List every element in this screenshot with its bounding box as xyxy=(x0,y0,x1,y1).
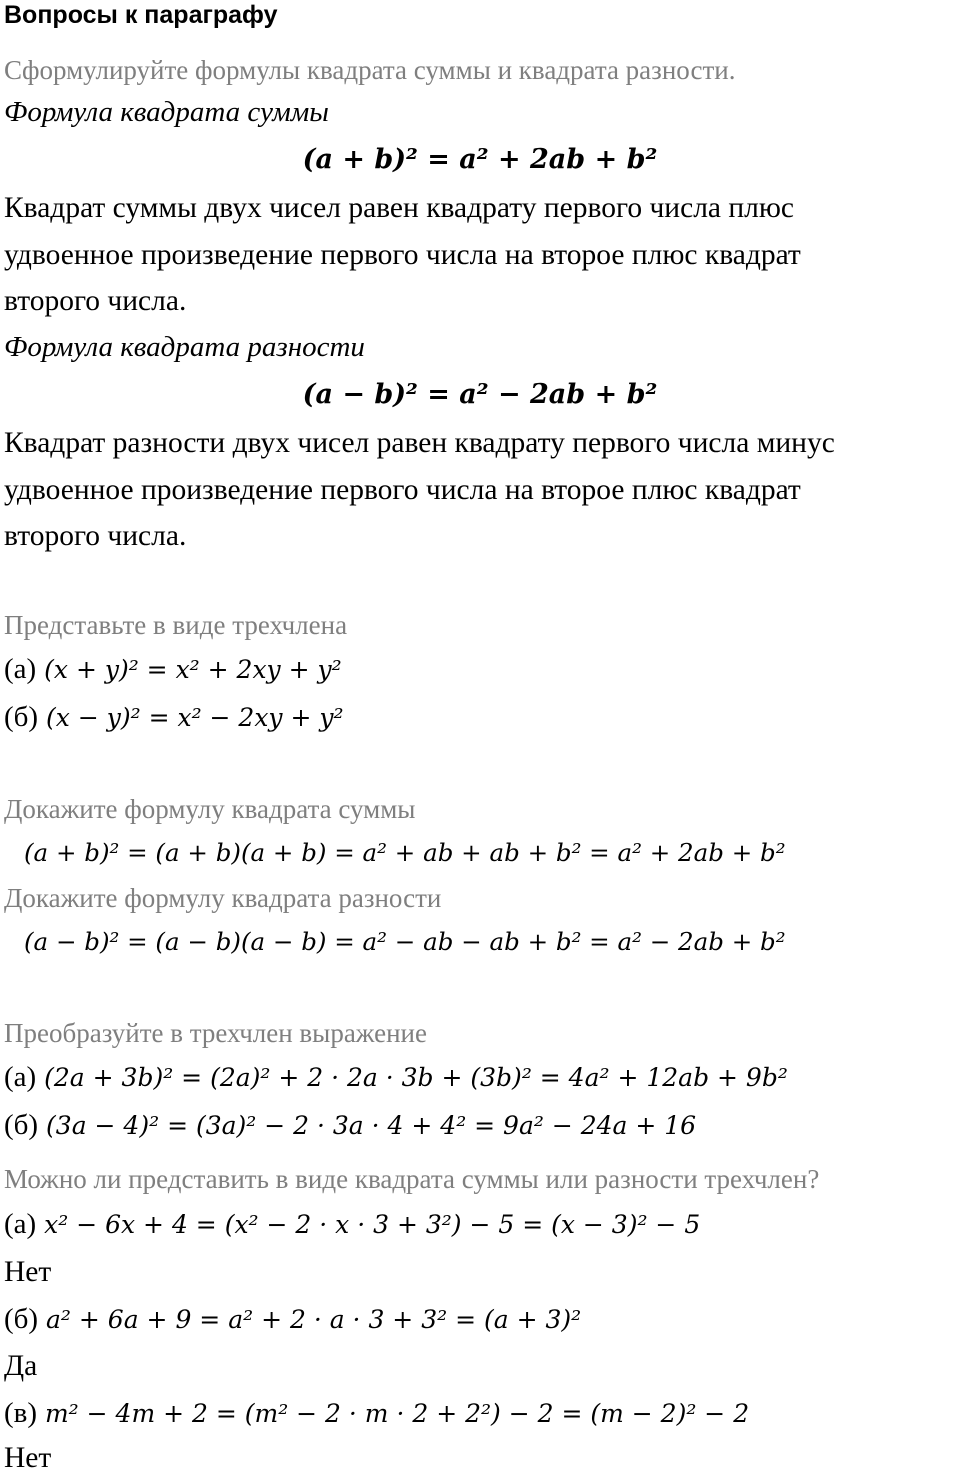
text-line: второго числа. xyxy=(4,520,187,552)
question-transform: Преобразуйте в трехчлен выражение xyxy=(4,1018,427,1048)
question-can-represent: Можно ли представить в виде квадрата суммы или разности трехчлен? xyxy=(4,1164,820,1194)
item-label: (б) xyxy=(4,701,39,733)
item-label: (б) xyxy=(4,1303,39,1335)
diff-square-formula: (a − b)² = a² − 2ab + b² xyxy=(302,379,658,410)
item-label: (а) xyxy=(4,653,37,685)
represent-item-a xyxy=(4,1206,700,1243)
item-expression: a² + 6a + 9 = a² + 2 · a · 3 + 3² = (a + 3)² xyxy=(46,1305,582,1334)
question-formulas: Сформулируйте формулы квадрата суммы и квадрата разности. xyxy=(4,55,736,85)
sum-square-description xyxy=(4,185,956,325)
represent-item-b xyxy=(4,1301,581,1338)
diff-square-description xyxy=(4,420,956,560)
item-expression: (x − y)² = x² − 2xy + y² xyxy=(46,703,344,732)
item-label: (а) xyxy=(4,1061,37,1093)
answer-b: Да xyxy=(4,1350,38,1382)
text-line: Квадрат разности двух чисел равен квадрату первого числа минус xyxy=(4,427,835,459)
answer-a: Нет xyxy=(4,1256,52,1288)
item-label: (в) xyxy=(4,1397,38,1429)
diff-formula-heading: Формула квадрата разности xyxy=(4,331,365,363)
item-expression: (x + y)² = x² + 2xy + y² xyxy=(44,655,342,684)
proof-diff: (a − b)² = (a − b)(a − b) = a² − ab − ab + b² = a² − 2ab + b² xyxy=(24,927,786,956)
item-label: (б) xyxy=(4,1109,39,1141)
question-prove-sum: Докажите формулу квадрата суммы xyxy=(4,794,416,824)
item-expression: m² − 4m + 2 = (m² − 2 · m · 2 + 2²) − 2 = (m − 2)² − 2 xyxy=(44,1399,750,1428)
trinomial-item-a xyxy=(4,651,342,688)
page-title: Вопросы к параграфу xyxy=(4,1,278,29)
text-line: Квадрат суммы двух чисел равен квадрату первого числа плюс xyxy=(4,192,795,224)
item-expression: x² − 6x + 4 = (x² − 2 · x · 3 + 3²) − 5 = (x − 3)² − 5 xyxy=(44,1210,701,1239)
proof-sum: (a + b)² = (a + b)(a + b) = a² + ab + ab + b² = a² + 2ab + b² xyxy=(24,838,786,867)
question-prove-diff: Докажите формулу квадрата разности xyxy=(4,883,442,913)
answer-c: Нет xyxy=(4,1442,52,1474)
transform-item-b xyxy=(4,1107,696,1144)
item-label: (а) xyxy=(4,1208,37,1240)
trinomial-item-b xyxy=(4,699,344,736)
item-expression: (2a + 3b)² = (2a)² + 2 · 2a · 3b + (3b)² = 4a² + 12ab + 9b² xyxy=(44,1063,788,1092)
text-line: второго числа. xyxy=(4,285,187,317)
represent-item-c xyxy=(4,1395,749,1432)
transform-item-a xyxy=(4,1059,788,1096)
text-line: удвоенное произведение первого числа на второе плюс квадрат xyxy=(4,238,801,271)
item-expression: (3a − 4)² = (3a)² − 2 · 3a · 4 + 4² = 9a² − 24a + 16 xyxy=(46,1111,697,1140)
question-trinomial: Представьте в виде трехчлена xyxy=(4,610,348,640)
sum-formula-heading: Формула квадрата суммы xyxy=(4,96,329,128)
text-line: удвоенное произведение первого числа на второе плюс квадрат xyxy=(4,473,801,506)
sum-square-formula: (a + b)² = a² + 2ab + b² xyxy=(302,144,658,175)
